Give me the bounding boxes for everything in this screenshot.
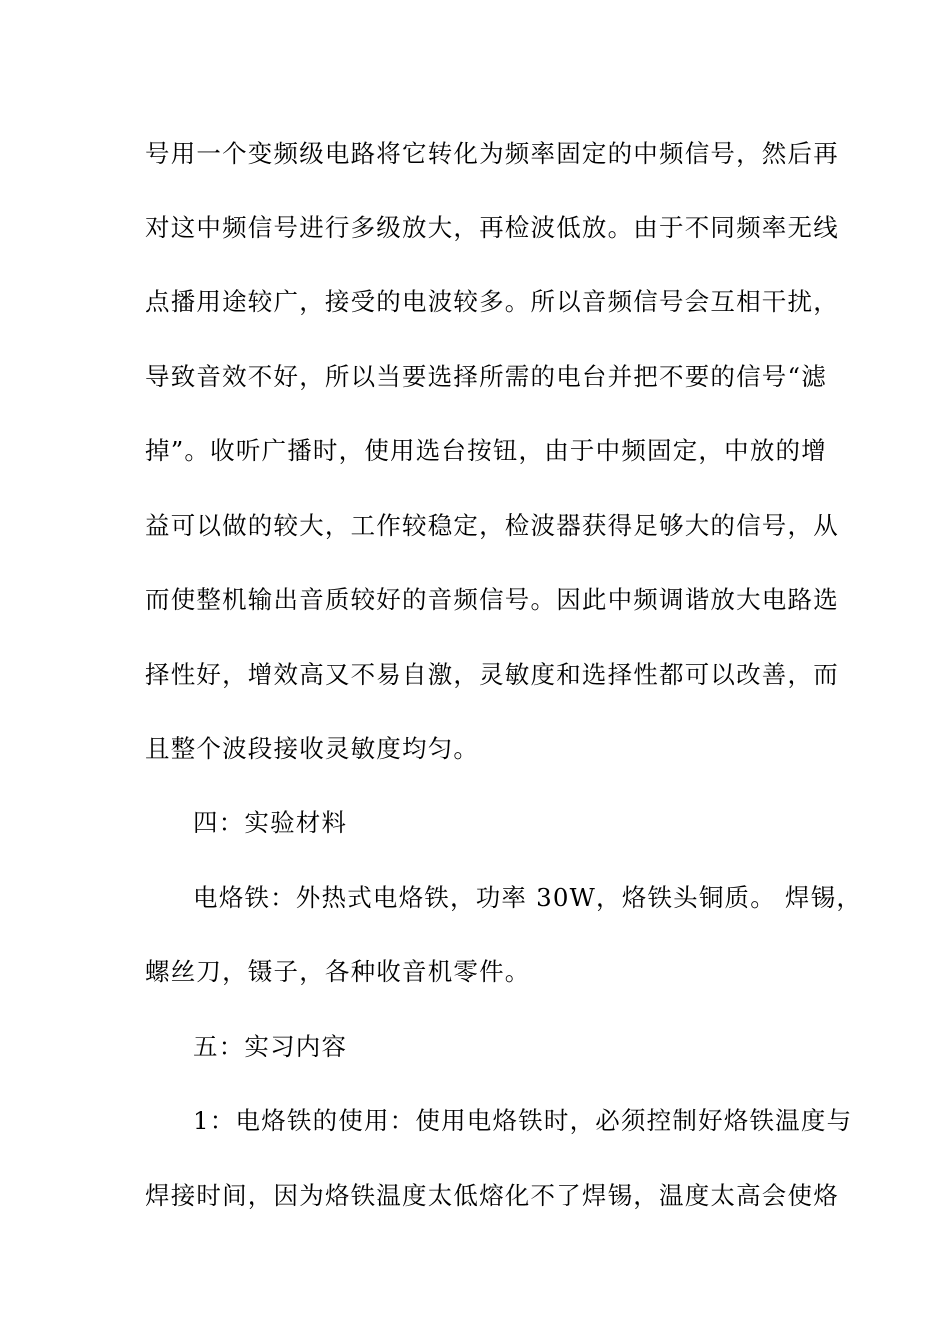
body-text-line: 而使整机输出音质较好的音频信号。因此中频调谐放大电路选 <box>145 585 839 614</box>
body-text-line: 导致音效不好，所以当要选择所需的电台并把不要的信号“滤 <box>145 362 827 391</box>
content-text-line: 1：电烙铁的使用：使用电烙铁时，必须控制好烙铁温度与 <box>193 1106 853 1135</box>
content-text-line: 焊接时间，因为烙铁温度太低熔化不了焊锡，温度太高会使烙 <box>145 1181 839 1210</box>
body-text-line: 点播用途较广，接受的电波较多。所以音频信号会互相干扰， <box>145 287 839 316</box>
section-heading-materials: 四：实验材料 <box>193 808 348 837</box>
body-text-line: 益可以做的较大，工作较稳定，检波器获得足够大的信号，从 <box>145 511 839 540</box>
body-text-line: 对这中频信号进行多级放大，再检波低放。由于不同频率无线 <box>145 213 839 242</box>
materials-text-line: 电烙铁：外热式电烙铁，功率 30W，烙铁头铜质。 焊锡， <box>193 883 863 912</box>
body-text-line: 择性好，增效高又不易自激，灵敏度和选择性都可以改善，而 <box>145 660 839 689</box>
materials-text-line: 螺丝刀，镊子，各种收音机零件。 <box>145 957 531 986</box>
body-text-line: 且整个波段接收灵敏度均匀。 <box>145 734 480 763</box>
section-heading-content: 五：实习内容 <box>193 1032 348 1061</box>
body-text-line: 号用一个变频级电路将它转化为频率固定的中频信号，然后再 <box>145 139 839 168</box>
body-text-line: 掉”。收听广播时，使用选台按钮，由于中频固定，中放的增 <box>145 436 827 465</box>
